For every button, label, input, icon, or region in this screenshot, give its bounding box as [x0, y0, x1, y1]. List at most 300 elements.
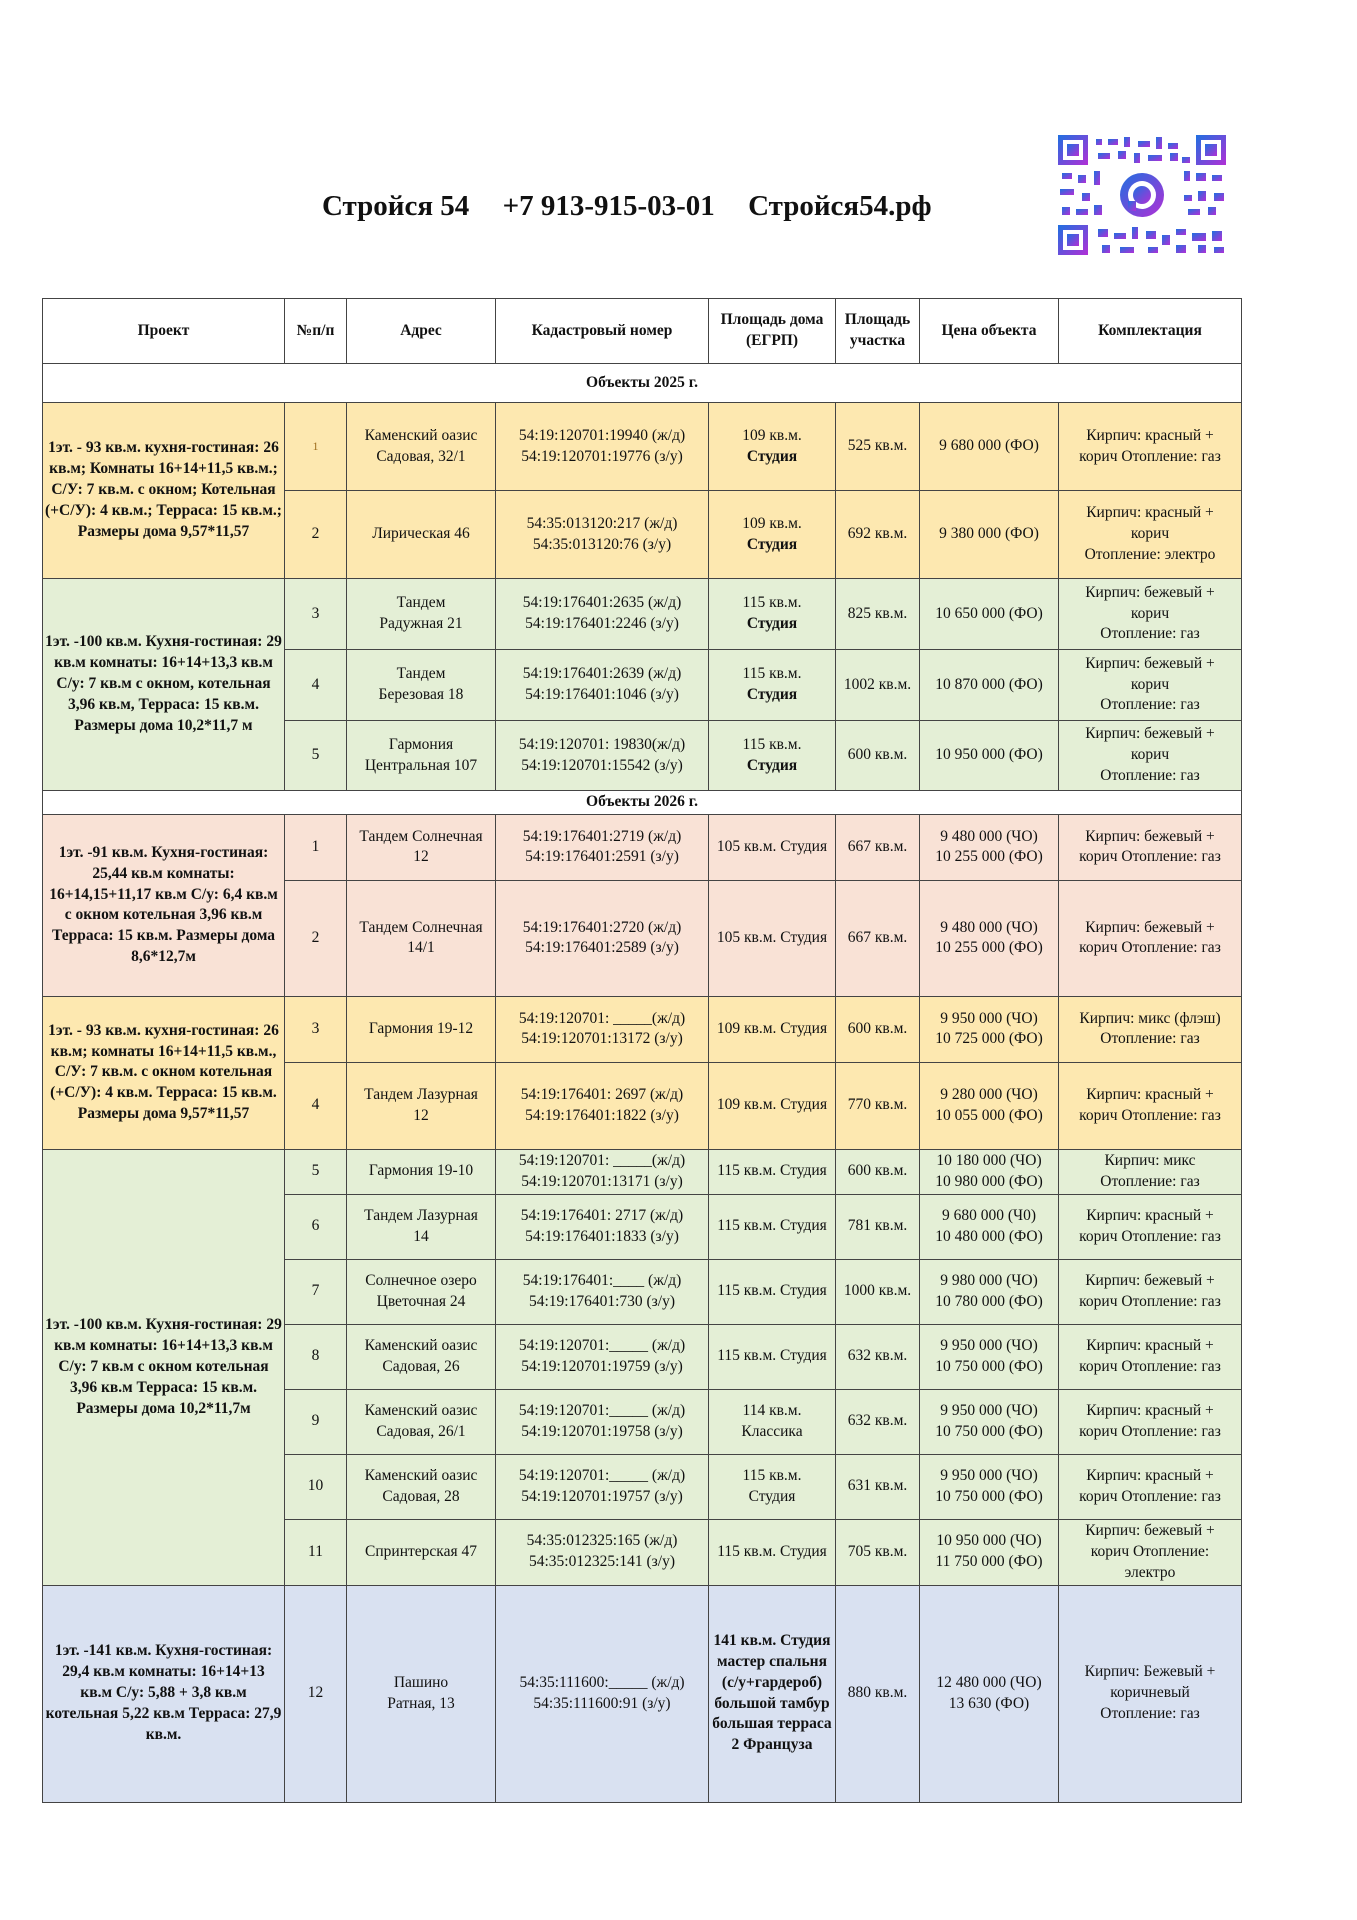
kit-line: Кирпич: бежевый + — [1085, 1271, 1215, 1289]
project-description: 1эт. - 93 кв.м. кухня-гостиная: 26 кв.м; комнаты 16+14+11,5 кв.м., С/У: 7 кв.м. с окном котельная (+С/У): 4 кв.м. Терраса: 15 кв.м. Размеры дома 9,57*11,57 — [43, 996, 285, 1149]
price-cell — [920, 1259, 1059, 1324]
address-line: 14 — [413, 1227, 429, 1245]
house-area-line: 105 кв.м. Студия — [716, 837, 828, 855]
address-cell — [347, 1389, 496, 1454]
col-header-house-area: Площадь дома (ЕГРП) — [709, 299, 836, 364]
address-cell — [347, 1454, 496, 1519]
row-number-text: 5 — [311, 746, 320, 764]
project-description: 1эт. -141 кв.м. Кухня-гостиная: 29,4 кв.м комнаты: 16+14+13 кв.м С/у: 5,88 + 3,8 кв.м котельная 5,22 кв.м Терраса: 27,9 кв.м. — [43, 1585, 285, 1802]
section-row-2026 — [43, 791, 1242, 815]
row-number-text: 9 — [311, 1412, 320, 1430]
price-cell — [920, 721, 1059, 791]
kit-cell — [1059, 491, 1242, 579]
house-area-line: 109 кв.м. — [742, 426, 802, 444]
house-area-bold: Студия — [746, 447, 798, 465]
cadastral-line: 54:19:120701: _____(ж/д) — [518, 1009, 686, 1027]
address-line: Радужная 21 — [379, 615, 463, 632]
row-number-text: 8 — [311, 1347, 320, 1365]
cadastral-line: 54:35:013120:76 (з/у) — [532, 535, 672, 553]
address-line: Тандем — [396, 594, 446, 612]
row-number-text: 12 — [307, 1684, 324, 1702]
address-line: Гармония 19-12 — [368, 1019, 474, 1037]
kit-line: коричневый — [1110, 1684, 1190, 1702]
row-number — [285, 1585, 347, 1802]
address-line: Спринтерская 47 — [365, 1542, 477, 1560]
house-area-bold: Студия — [746, 756, 798, 774]
kit-cell — [1059, 1585, 1242, 1802]
price-line: 9 480 000 (ЧО) — [940, 918, 1038, 936]
house-area-cell — [709, 1259, 836, 1324]
company-site: Стройся54.рф — [748, 190, 932, 222]
kit-line: корич Отопление: газ — [1079, 1422, 1221, 1440]
lot-area-cell: 631 кв.м. — [836, 1454, 920, 1519]
price-line: 10 780 000 (ФО) — [935, 1292, 1043, 1310]
house-area-bold: Студия — [746, 535, 798, 553]
kit-line: корич — [1130, 604, 1170, 622]
cadastral-line: 54:19:120701:19776 (з/у) — [521, 447, 683, 465]
address-line: Садовая, 32/1 — [376, 447, 466, 465]
house-area-cell — [709, 403, 836, 491]
cadastral-line: 54:19:176401: 2697 (ж/д) — [520, 1086, 684, 1103]
row-number-text: 7 — [311, 1282, 320, 1300]
kit-cell — [1059, 880, 1242, 996]
house-area-line: 114 кв.м. — [742, 1401, 802, 1419]
house-area-line: 115 кв.м. Студия — [717, 1347, 827, 1365]
cadastral-line: 54:19:120701:19940 (ж/д) — [518, 426, 686, 444]
price-cell — [920, 579, 1059, 650]
kit-line: корич — [1130, 746, 1170, 764]
kit-line: Кирпич: красный + — [1086, 426, 1214, 444]
objects-table — [42, 298, 1242, 1803]
cadastral-line: 54:19:176401:1822 (з/у) — [525, 1106, 679, 1124]
price-line: 10 980 000 (ФО) — [935, 1172, 1043, 1190]
cadastral-cell — [496, 491, 709, 579]
price-line: 10 750 000 (ФО) — [935, 1422, 1043, 1440]
cadastral-cell — [496, 721, 709, 791]
row-number-text: 1 — [311, 837, 320, 855]
house-area-line: 115 кв.м. Студия — [717, 1162, 827, 1180]
price-line: 11 750 000 (ФО) — [935, 1553, 1043, 1571]
col-header-project: Проект — [43, 299, 285, 364]
house-area-cell — [709, 1389, 836, 1454]
address-line: Гармония 19-10 — [368, 1162, 474, 1180]
house-area-cell — [709, 1519, 836, 1585]
kit-cell — [1059, 579, 1242, 650]
address-line: Каменский оазис — [364, 1336, 478, 1354]
kit-line: Кирпич: микс (флэш) — [1079, 1009, 1221, 1027]
address-cell — [347, 579, 496, 650]
address-cell — [347, 996, 496, 1062]
house-area-bold: 141 кв.м. Студия мастер спальня (с/у+гардероб) большой тамбур большая терраса 2 Француза — [712, 1631, 832, 1754]
price-line: 9 280 000 (ЧО) — [940, 1086, 1038, 1103]
row-number-text: 2 — [311, 525, 320, 543]
price-line: 9 680 000 (ФО) — [939, 437, 1039, 455]
house-area-cell — [709, 1149, 836, 1194]
cadastral-cell — [496, 1389, 709, 1454]
price-line: 10 750 000 (ФО) — [935, 1357, 1043, 1375]
cadastral-line: 54:19:176401:1046 (з/у) — [525, 686, 679, 703]
row-number-text: 6 — [311, 1217, 320, 1235]
kit-cell — [1059, 996, 1242, 1062]
price-cell — [920, 1194, 1059, 1259]
kit-line: корич Отопление: — [1090, 1542, 1210, 1560]
cadastral-line: 54:19:120701:_____ (ж/д) — [518, 1401, 686, 1419]
table-row — [43, 1585, 1242, 1802]
house-area-line: 115 кв.м. — [742, 1466, 802, 1484]
project-description: 1эт. -91 кв.м. Кухня-гостиная: 25,44 кв.м комнаты: 16+14,15+11,17 кв.м С/у: 6,4 кв.м с окном котельная 3,96 кв.м Терраса: 15 кв.м. Размеры дома 8,6*12,7м — [43, 814, 285, 996]
row-number-text: 3 — [311, 1019, 320, 1037]
kit-line: Кирпич: бежевый + — [1085, 1521, 1215, 1539]
cadastral-line: 54:35:111600:91 (з/у) — [533, 1694, 671, 1712]
project-description: 1эт. -100 кв.м. Кухня-гостиная: 29 кв.м комнаты: 16+14+13,3 кв.м С/у: 7 кв.м с окном, котельная 3,96 кв.м, Терраса: 15 кв.м. Размеры дома 10,2*11,7 м — [43, 579, 285, 791]
price-cell — [920, 403, 1059, 491]
house-area-line: 109 кв.м. Студия — [716, 1019, 828, 1037]
price-cell — [920, 814, 1059, 880]
cadastral-line: 54:19:120701:_____ (ж/д) — [518, 1466, 686, 1484]
address-cell — [347, 814, 496, 880]
page-header — [322, 190, 1002, 234]
house-area-bold: Студия — [746, 615, 798, 632]
address-line: Тандем Лазурная — [364, 1086, 478, 1103]
house-area-line: 115 кв.м. Студия — [717, 1282, 827, 1300]
lot-area-cell: 1000 кв.м. — [836, 1259, 920, 1324]
price-cell — [920, 1585, 1059, 1802]
kit-line: корич Отопление: газ — [1079, 1106, 1221, 1124]
cadastral-line: 54:35:012325:141 (з/у) — [528, 1553, 676, 1571]
price-line: 10 255 000 (ФО) — [935, 848, 1043, 866]
col-header-lot-area: Площадь участка — [836, 299, 920, 364]
address-line: Гармония — [388, 735, 454, 753]
price-cell — [920, 1149, 1059, 1194]
section-title: Объекты 2026 г. — [43, 791, 1242, 815]
section-row-2025 — [43, 364, 1242, 403]
price-cell — [920, 1519, 1059, 1585]
table-header-row — [43, 299, 1242, 364]
house-area-line: Классика — [741, 1422, 803, 1440]
house-area-line: 105 кв.м. Студия — [716, 928, 828, 946]
row-number — [285, 491, 347, 579]
house-area-line: 115 кв.м. Студия — [717, 1542, 827, 1560]
cadastral-line: 54:19:120701:19758 (з/у) — [521, 1422, 683, 1440]
col-header-price: Цена объекта — [920, 299, 1059, 364]
address-line: Цветочная 24 — [376, 1292, 466, 1310]
cadastral-line: 54:19:176401:2591 (з/у) — [525, 848, 679, 866]
house-area-line: Студия — [748, 1487, 796, 1505]
cadastral-line: 54:19:120701:19759 (з/у) — [521, 1357, 683, 1375]
col-header-kit: Комплектация — [1059, 299, 1242, 364]
kit-line: Кирпич: красный + — [1086, 1206, 1214, 1224]
row-number-text: 4 — [311, 675, 320, 693]
cadastral-cell — [496, 650, 709, 721]
cadastral-line: 54:19:176401:2246 (з/у) — [525, 615, 679, 632]
company-phone: +7 913-915-03-01 — [502, 190, 715, 222]
kit-line: Отопление: газ — [1100, 696, 1200, 714]
house-area-cell — [709, 1194, 836, 1259]
house-area-cell — [709, 1585, 836, 1802]
address-line: Тандем Солнечная — [359, 918, 483, 936]
table-row — [43, 579, 1242, 650]
address-line: Тандем Солнечная — [359, 827, 483, 845]
cadastral-line: 54:19:176401:____ (ж/д) — [522, 1271, 682, 1289]
address-line: Каменский оазис — [364, 1401, 478, 1419]
cadastral-cell — [496, 403, 709, 491]
cadastral-cell — [496, 814, 709, 880]
address-line: Садовая, 28 — [382, 1487, 460, 1505]
lot-area-cell: 880 кв.м. — [836, 1585, 920, 1802]
price-line: 10 870 000 (ФО) — [935, 675, 1043, 693]
price-cell — [920, 1324, 1059, 1389]
lot-area-cell: 1002 кв.м. — [836, 650, 920, 721]
kit-cell — [1059, 403, 1242, 491]
cadastral-cell — [496, 880, 709, 996]
cadastral-line: 54:19:176401:2720 (ж/д) — [522, 918, 682, 936]
house-area-line: 115 кв.м. Студия — [717, 1217, 827, 1235]
price-line: 10 180 000 (ЧО) — [936, 1151, 1042, 1169]
kit-line: Кирпич: микс — [1104, 1151, 1196, 1169]
price-line: 10 750 000 (ФО) — [935, 1487, 1043, 1505]
kit-cell — [1059, 1519, 1242, 1585]
kit-cell — [1059, 1194, 1242, 1259]
address-line: Пашино — [393, 1673, 449, 1691]
kit-line: Отопление: газ — [1100, 1172, 1200, 1190]
address-line: Ратная, 13 — [387, 1694, 455, 1712]
address-line: Лирическая 46 — [372, 525, 470, 543]
row-number — [285, 1324, 347, 1389]
address-cell — [347, 880, 496, 996]
cadastral-line: 54:19:176401:2719 (ж/д) — [522, 827, 682, 845]
lot-area-cell: 632 кв.м. — [836, 1324, 920, 1389]
cadastral-line: 54:19:120701: _____(ж/д) — [518, 1151, 686, 1169]
house-area-cell — [709, 579, 836, 650]
kit-cell — [1059, 1454, 1242, 1519]
address-cell — [347, 1149, 496, 1194]
row-number — [285, 814, 347, 880]
kit-line: Отопление: газ — [1100, 1030, 1200, 1048]
house-area-cell — [709, 491, 836, 579]
price-line: 9 680 000 (Ч0) — [941, 1206, 1037, 1224]
price-line: 10 255 000 (ФО) — [935, 939, 1043, 957]
kit-line: Кирпич: красный + — [1086, 1466, 1214, 1484]
cadastral-line: 54:35:012325:165 (ж/д) — [526, 1532, 678, 1550]
address-line: 14/1 — [407, 939, 435, 957]
row-number — [285, 1062, 347, 1149]
company-name: Стройся 54 — [322, 190, 470, 222]
row-number — [285, 1454, 347, 1519]
kit-cell — [1059, 1149, 1242, 1194]
address-cell — [347, 1519, 496, 1585]
cadastral-cell — [496, 1149, 709, 1194]
row-number-text: 1 — [312, 439, 319, 454]
price-cell — [920, 1062, 1059, 1149]
address-line: Солнечное озеро — [365, 1271, 477, 1289]
project-description: 1эт. -100 кв.м. Кухня-гостиная: 29 кв.м комнаты: 16+14+13,3 кв.м С/у: 7 кв.м с окном котельная 3,96 кв.м Терраса: 15 кв.м. Размеры дома 10,2*11,7м — [43, 1149, 285, 1585]
price-cell — [920, 1389, 1059, 1454]
price-line: 10 950 000 (ФО) — [935, 746, 1043, 764]
cadastral-cell — [496, 1519, 709, 1585]
cadastral-line: 54:19:120701:19757 (з/у) — [521, 1487, 683, 1505]
row-number — [285, 1149, 347, 1194]
cadastral-cell — [496, 579, 709, 650]
address-cell — [347, 1585, 496, 1802]
price-line: 13 630 (ФО) — [948, 1694, 1030, 1712]
lot-area-cell: 705 кв.м. — [836, 1519, 920, 1585]
row-number-text: 3 — [311, 604, 320, 622]
house-area-line: 115 кв.м. — [742, 594, 802, 612]
price-cell — [920, 650, 1059, 721]
kit-line: Отопление: электро — [1084, 545, 1216, 563]
col-header-cadastral: Кадастровый номер — [496, 299, 709, 364]
price-line: 12 480 000 (ЧО) — [936, 1673, 1042, 1691]
table-row — [43, 403, 1242, 491]
cadastral-line: 54:19:176401:2635 (ж/д) — [522, 594, 682, 612]
cadastral-cell — [496, 996, 709, 1062]
cadastral-line: 54:19:176401:2639 (ж/д) — [522, 665, 682, 683]
cadastral-line: 54:35:111600:_____ (ж/д) — [519, 1673, 685, 1691]
qr-code-icon — [1058, 135, 1226, 255]
house-area-cell — [709, 996, 836, 1062]
kit-line: электро — [1124, 1563, 1176, 1581]
kit-cell — [1059, 1259, 1242, 1324]
row-number-text: 2 — [311, 928, 320, 946]
col-header-address: Адрес — [347, 299, 496, 364]
lot-area-cell: 825 кв.м. — [836, 579, 920, 650]
price-line: 9 950 000 (ЧО) — [940, 1009, 1038, 1027]
cadastral-line: 54:19:120701:13171 (з/у) — [521, 1172, 683, 1190]
row-number — [285, 579, 347, 650]
cadastral-line: 54:19:176401: 2717 (ж/д) — [520, 1206, 684, 1224]
cadastral-line: 54:35:013120:217 (ж/д) — [526, 514, 678, 532]
lot-area-cell: 692 кв.м. — [836, 491, 920, 579]
lot-area-cell: 525 кв.м. — [836, 403, 920, 491]
row-number — [285, 996, 347, 1062]
row-number — [285, 403, 347, 491]
price-line: 9 950 000 (ЧО) — [940, 1466, 1038, 1484]
kit-line: корич Отопление: газ — [1079, 1227, 1221, 1245]
lot-area-cell: 600 кв.м. — [836, 1149, 920, 1194]
house-area-cell — [709, 721, 836, 791]
address-line: Садовая, 26 — [382, 1357, 460, 1375]
price-line: 10 725 000 (ФО) — [935, 1030, 1043, 1048]
address-line: Каменский оазис — [364, 426, 478, 444]
project-description: 1эт. - 93 кв.м. кухня-гостиная: 26 кв.м; Комнаты 16+14+11,5 кв.м.; С/У: 7 кв.м. с окном; Котельная (+С/У): 4 кв.м.; Терраса: 15 кв.м.; Размеры дома 9,57*11,57 — [43, 403, 285, 579]
kit-line: Кирпич: красный + — [1086, 1401, 1214, 1419]
cadastral-line: 54:19:120701:13172 (з/у) — [521, 1030, 683, 1048]
address-cell — [347, 721, 496, 791]
kit-cell — [1059, 721, 1242, 791]
price-cell — [920, 880, 1059, 996]
row-number — [285, 880, 347, 996]
cadastral-line: 54:19:120701:_____ (ж/д) — [518, 1336, 686, 1354]
address-cell — [347, 491, 496, 579]
price-line: 10 650 000 (ФО) — [935, 604, 1043, 622]
price-line: 10 950 000 (ЧО) — [936, 1532, 1042, 1550]
row-number — [285, 1194, 347, 1259]
row-number-text: 11 — [308, 1542, 323, 1560]
lot-area-cell: 600 кв.м. — [836, 721, 920, 791]
lot-area-cell: 632 кв.м. — [836, 1389, 920, 1454]
address-cell — [347, 1194, 496, 1259]
address-line: Центральная 107 — [364, 756, 478, 774]
kit-line: Кирпич: Бежевый + — [1084, 1663, 1216, 1681]
price-cell — [920, 491, 1059, 579]
price-line: 9 980 000 (ЧО) — [940, 1271, 1038, 1289]
house-area-cell — [709, 1454, 836, 1519]
row-number — [285, 1259, 347, 1324]
row-number-text: 4 — [311, 1096, 320, 1114]
cadastral-cell — [496, 1194, 709, 1259]
kit-line: Отопление: газ — [1100, 766, 1200, 784]
kit-line: корич Отопление: газ — [1079, 1487, 1221, 1505]
table-row — [43, 814, 1242, 880]
price-cell — [920, 1454, 1059, 1519]
price-line: 9 950 000 (ЧО) — [940, 1401, 1038, 1419]
house-area-cell — [709, 880, 836, 996]
house-area-line: 115 кв.м. — [742, 735, 802, 753]
kit-cell — [1059, 1324, 1242, 1389]
kit-line: корич — [1130, 675, 1170, 693]
kit-line: корич Отопление: газ — [1079, 939, 1221, 957]
address-line: 12 — [413, 1106, 429, 1124]
kit-cell — [1059, 1389, 1242, 1454]
kit-line: Кирпич: красный + — [1086, 1086, 1214, 1103]
kit-line: корич — [1130, 525, 1170, 543]
address-cell — [347, 1324, 496, 1389]
address-cell — [347, 1062, 496, 1149]
address-line: Березовая 18 — [378, 686, 464, 703]
house-area-bold: Студия — [746, 686, 798, 703]
price-line: 9 480 000 (ЧО) — [940, 827, 1038, 845]
cadastral-line: 54:19:120701:15542 (з/у) — [521, 756, 683, 774]
cadastral-line: 54:19:176401:1833 (з/у) — [525, 1227, 679, 1245]
cadastral-cell — [496, 1259, 709, 1324]
house-area-cell — [709, 1324, 836, 1389]
col-header-number: №п/п — [285, 299, 347, 364]
lot-area-cell: 770 кв.м. — [836, 1062, 920, 1149]
address-line: Садовая, 26/1 — [376, 1422, 466, 1440]
address-line: Тандем — [396, 665, 446, 683]
lot-area-cell: 667 кв.м. — [836, 814, 920, 880]
house-area-cell — [709, 1062, 836, 1149]
section-title: Объекты 2025 г. — [43, 364, 1242, 403]
price-cell — [920, 996, 1059, 1062]
kit-line: Кирпич: бежевый + — [1085, 654, 1215, 672]
row-number — [285, 721, 347, 791]
kit-cell — [1059, 814, 1242, 880]
cadastral-line: 54:19:176401:730 (з/у) — [528, 1292, 676, 1310]
cadastral-cell — [496, 1585, 709, 1802]
price-line: 10 480 000 (ФО) — [935, 1227, 1043, 1245]
address-cell — [347, 1259, 496, 1324]
house-area-line: 115 кв.м. — [742, 665, 802, 683]
kit-line: корич Отопление: газ — [1079, 1292, 1221, 1310]
price-line: 9 950 000 (ЧО) — [940, 1336, 1038, 1354]
row-number — [285, 1389, 347, 1454]
lot-area-cell: 781 кв.м. — [836, 1194, 920, 1259]
house-area-cell — [709, 650, 836, 721]
row-number — [285, 650, 347, 721]
price-line: 10 055 000 (ФО) — [935, 1106, 1043, 1124]
lot-area-cell: 667 кв.м. — [836, 880, 920, 996]
cadastral-cell — [496, 1062, 709, 1149]
address-line: Каменский оазис — [364, 1466, 478, 1484]
row-number — [285, 1519, 347, 1585]
cadastral-line: 54:19:120701: 19830(ж/д) — [518, 735, 686, 753]
kit-cell — [1059, 650, 1242, 721]
row-number-text: 5 — [311, 1162, 320, 1180]
cadastral-cell — [496, 1324, 709, 1389]
kit-line: Кирпич: бежевый + — [1085, 827, 1215, 845]
kit-line: Кирпич: бежевый + — [1085, 583, 1215, 601]
